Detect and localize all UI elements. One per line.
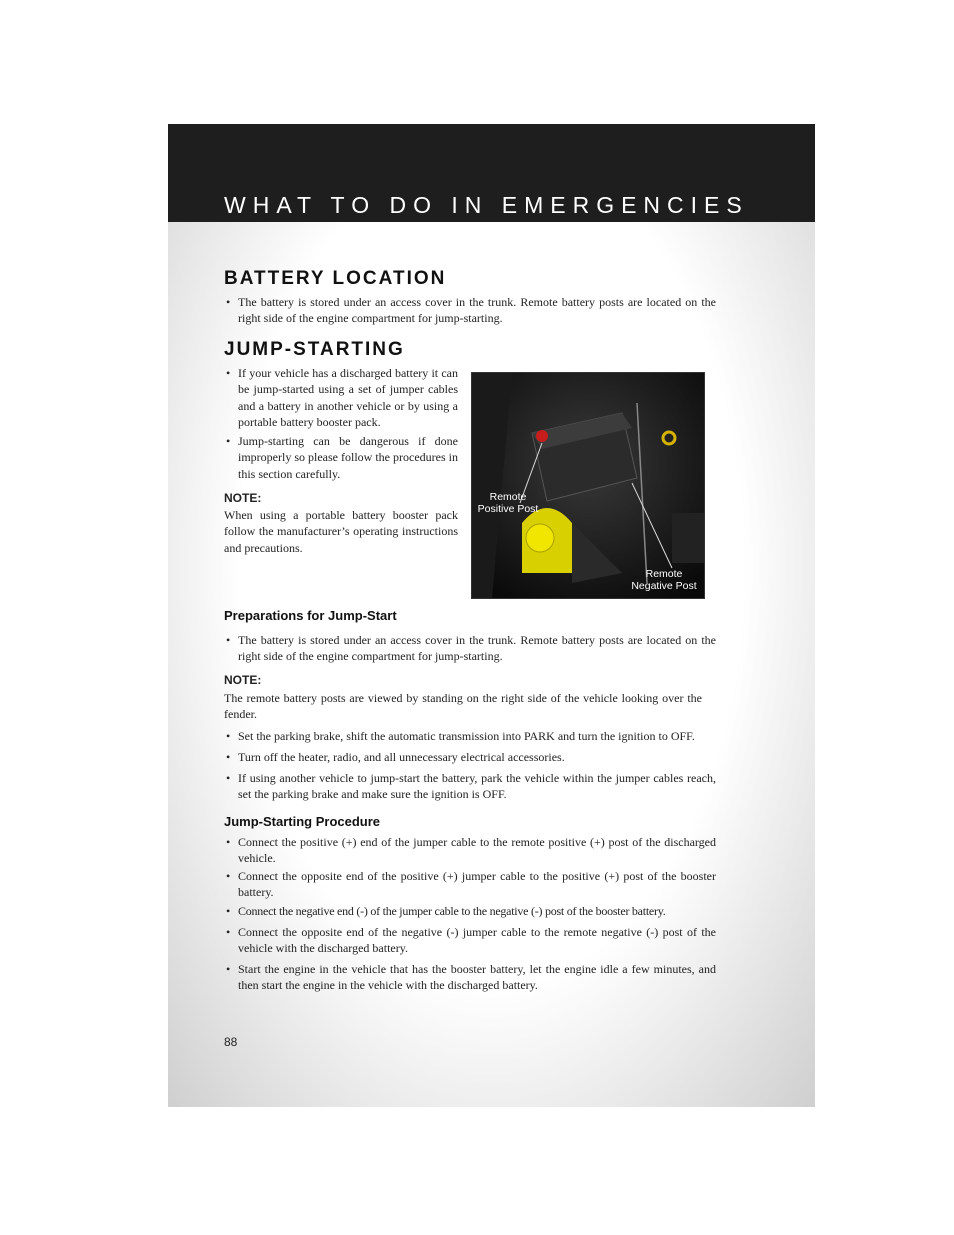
list-item: • Set the parking brake, shift the automatic transmission into PARK and turn the ignition to OFF. (226, 729, 695, 743)
list-item: • The battery is stored under an access cover in the trunk. Remote battery posts are located on the right side of the engine compartment for jump-starting. (226, 295, 716, 326)
procedure-heading: Jump-Starting Procedure (224, 814, 381, 829)
note-text: The remote battery posts are viewed by standing on the right side of the vehicle looking over the fender. (224, 691, 702, 722)
engine-compartment-photo (471, 372, 705, 599)
list-item: • Connect the opposite end of the positive (+) jumper cable to the positive (+) post of the booster battery. (226, 869, 716, 900)
preparations-heading: Preparations for Jump-Start (224, 608, 397, 623)
list-item: • Connect the negative end (-) of the jumper cable to the negative (-) post of the booster battery. (226, 904, 666, 918)
section-title: WHAT TO DO IN EMERGENCIES (224, 192, 749, 218)
note-label: NOTE: (224, 673, 262, 687)
list-item: • Start the engine in the vehicle that has the booster battery, let the engine idle a few minutes, and then start the engine in the vehicle with the discharged battery. (226, 962, 716, 993)
list-item: • The battery is stored under an access cover in the trunk. Remote battery posts are located on the right side of the engine compartment for jump-starting. (226, 633, 716, 664)
engine-photo-illustration (472, 373, 704, 598)
section-header (168, 124, 815, 222)
list-item: • Jump-starting can be dangerous if done improperly so please follow the procedures in this section carefully. (226, 434, 458, 481)
remote-positive-post-label: Remote Positive Post (477, 491, 539, 515)
manual-page (168, 124, 815, 1107)
list-item: • Connect the opposite end of the negative (-) jumper cable to the remote negative (-) post of the vehicle with the discharged battery. (226, 925, 716, 956)
note-text: When using a portable battery booster pack follow the manufacturer’s operating instructions and precautions. (224, 508, 458, 555)
list-item: • Turn off the heater, radio, and all unnecessary electrical accessories. (226, 750, 565, 764)
list-item: • If your vehicle has a discharged battery it can be jump-started using a set of jumper cables and a battery in another vehicle or by using a portable battery booster pack. (226, 366, 458, 429)
remote-negative-post-label: Remote Negative Post (631, 568, 697, 592)
note-label: NOTE: (224, 491, 262, 505)
list-item: • Connect the positive (+) end of the jumper cable to the remote positive (+) post of the discharged vehicle. (226, 835, 716, 866)
list-item: • If using another vehicle to jump-start the battery, park the vehicle within the jumper cables reach, set the parking brake and make sure the ignition is OFF. (226, 771, 716, 802)
page-number: 88 (224, 1035, 238, 1049)
jump-starting-heading: JUMP-STARTING (224, 339, 405, 360)
battery-location-heading: BATTERY LOCATION (224, 268, 447, 289)
